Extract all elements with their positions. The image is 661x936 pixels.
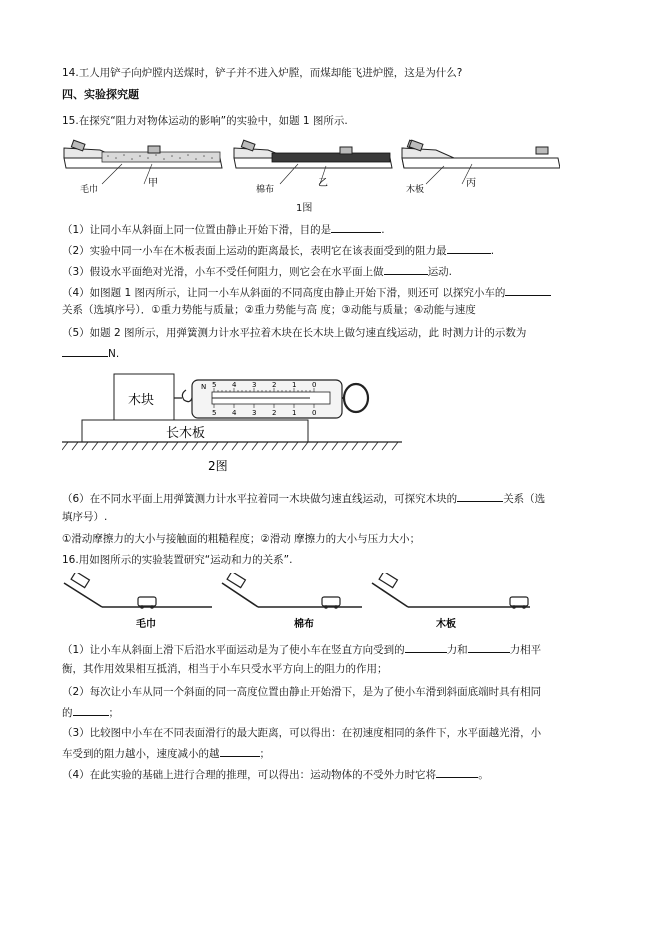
- answer-blank[interactable]: [62, 346, 108, 357]
- answer-blank[interactable]: [220, 746, 260, 757]
- answer-blank[interactable]: [331, 222, 381, 233]
- spring-scale: [192, 380, 368, 418]
- question-16-stem: 16.用如图所示的实验装置研究“运动和力的关系”.: [62, 554, 293, 566]
- section-title: 四、实验探究题: [62, 88, 139, 101]
- svg-text:3: 3: [252, 409, 257, 417]
- q15-part-4a: （4）如图题 1 图丙所示，让同一小车从斜面的不同高度由静止开始下滑，则还可 以探究小车的: [62, 285, 607, 300]
- label-jia: 甲: [148, 178, 158, 189]
- q16-part-4: （4）在此实验的基础上进行合理的推理，可以得出：运动物体的不受外力时它将 。: [62, 769, 489, 781]
- question-14: 14.工人用铲子向炉膛内送煤时，铲子并不进入炉膛，而煤却能飞进炉膛，这是为什么?: [62, 67, 463, 79]
- figure-1-cotton-setup: [234, 140, 392, 195]
- label-wood: 木板: [406, 185, 425, 195]
- svg-text:2: 2: [272, 409, 277, 417]
- q15-part-6b: 填序号）.: [62, 511, 108, 523]
- figure-1-wood-panel: [400, 136, 560, 216]
- q15-part-6a: （6）在不同水平面上用弹簧测力计水平拉着同一木块做匀速直线运动，可探究木块的 关系（选: [62, 493, 546, 505]
- q16-part-2a: （2）每次让小车从同一个斜面的同一高度位置由静止开始滑下，是为了使小车滑到斜面底端时具有相同: [62, 686, 542, 698]
- figure-2: [62, 368, 402, 480]
- scale-ring: [344, 384, 368, 412]
- q16-part-3a: （3）比较图中小车在不同表面滑行的最大距离，可以得出：在初速度相同的条件下，水平面越光滑，小: [62, 727, 542, 739]
- wooden-block-label: 木块: [128, 393, 155, 408]
- svg-text:2: 2: [272, 381, 277, 389]
- answer-blank[interactable]: [405, 642, 447, 653]
- q15-part-4b: 关系（选填序号）．①重力势能与质量；②重力势能与高 度；③动能与质量；④动能与速度: [62, 304, 476, 316]
- svg-text:1: 1: [292, 409, 297, 417]
- figure-1-caption: 1图: [296, 203, 313, 214]
- answer-blank[interactable]: [73, 705, 109, 716]
- svg-text:5: 5: [212, 409, 217, 417]
- figure-3-cotton: [222, 573, 362, 630]
- figure-3-wood: [372, 573, 530, 630]
- svg-text:4: 4: [232, 381, 237, 389]
- figure-1: [62, 136, 432, 216]
- svg-text:0: 0: [312, 409, 317, 417]
- svg-text:4: 4: [232, 409, 237, 417]
- svg-text:3: 3: [252, 381, 257, 389]
- svg-text:0: 0: [312, 381, 317, 389]
- answer-blank[interactable]: [384, 264, 428, 275]
- answer-blank[interactable]: [505, 285, 551, 296]
- figure-3: [62, 573, 532, 637]
- q15-part-5b: N.: [62, 346, 607, 361]
- label-bing: 丙: [466, 178, 476, 189]
- svg-text:5: 5: [212, 381, 217, 389]
- svg-text:N: N: [201, 383, 207, 391]
- figure-1-towel-setup: [64, 140, 222, 195]
- label-cotton: 棉布: [294, 619, 314, 630]
- answer-blank[interactable]: [447, 243, 491, 254]
- answer-blank[interactable]: [436, 767, 478, 778]
- q15-part-1: （1）让同小车从斜面上同一位置由静止开始下滑，目的是 .: [62, 224, 385, 236]
- label-wood: 木板: [436, 619, 456, 630]
- figure-3-towel: [64, 573, 212, 630]
- svg-text:1: 1: [292, 381, 297, 389]
- q15-part-6c: ①滑动摩擦力的大小与接触面的粗糙程度；②滑动 摩擦力的大小与压力大小；: [62, 533, 421, 545]
- q16-part-1a: （1）让小车从斜面上滑下后沿水平面运动是为了使小车在竖直方向受到的 力和 力相平: [62, 644, 542, 656]
- q15-part-3: （3）假设水平面绝对光滑，小车不受任何阻力，则它会在水平面上做 运动.: [62, 266, 453, 278]
- ground-hatching: [62, 442, 398, 450]
- answer-blank[interactable]: [457, 491, 503, 502]
- q16-part-1b: 衡，其作用效果相互抵消，相当于小车只受水平方向上的阻力的作用；: [62, 663, 388, 675]
- label-towel: 毛巾: [136, 619, 156, 630]
- label-yi: 乙: [318, 178, 328, 189]
- q16-part-2b: 的 ；: [62, 707, 119, 719]
- question-15-stem: 15.在探究“阻力对物体运动的影响”的实验中，如题 1 图所示.: [62, 115, 348, 127]
- q15-part-5a: （5）如题 2 图所示，用弹簧测力计水平拉着木块在长木块上做匀速直线运动，此 时测力计的示数为: [62, 327, 527, 339]
- q15-part-2: （2）实验中同一小车在木板表面上运动的距离最长，表明它在该表面受到的阻力最 .: [62, 245, 495, 257]
- label-cotton: 棉布: [256, 185, 275, 195]
- long-board-label: 长木板: [166, 426, 206, 441]
- label-towel: 毛巾: [80, 185, 99, 195]
- figure-2-caption: 2图: [208, 459, 228, 473]
- q16-part-3b: 车受到的阻力越小，速度减小的越 ；: [62, 748, 270, 760]
- answer-blank[interactable]: [468, 642, 510, 653]
